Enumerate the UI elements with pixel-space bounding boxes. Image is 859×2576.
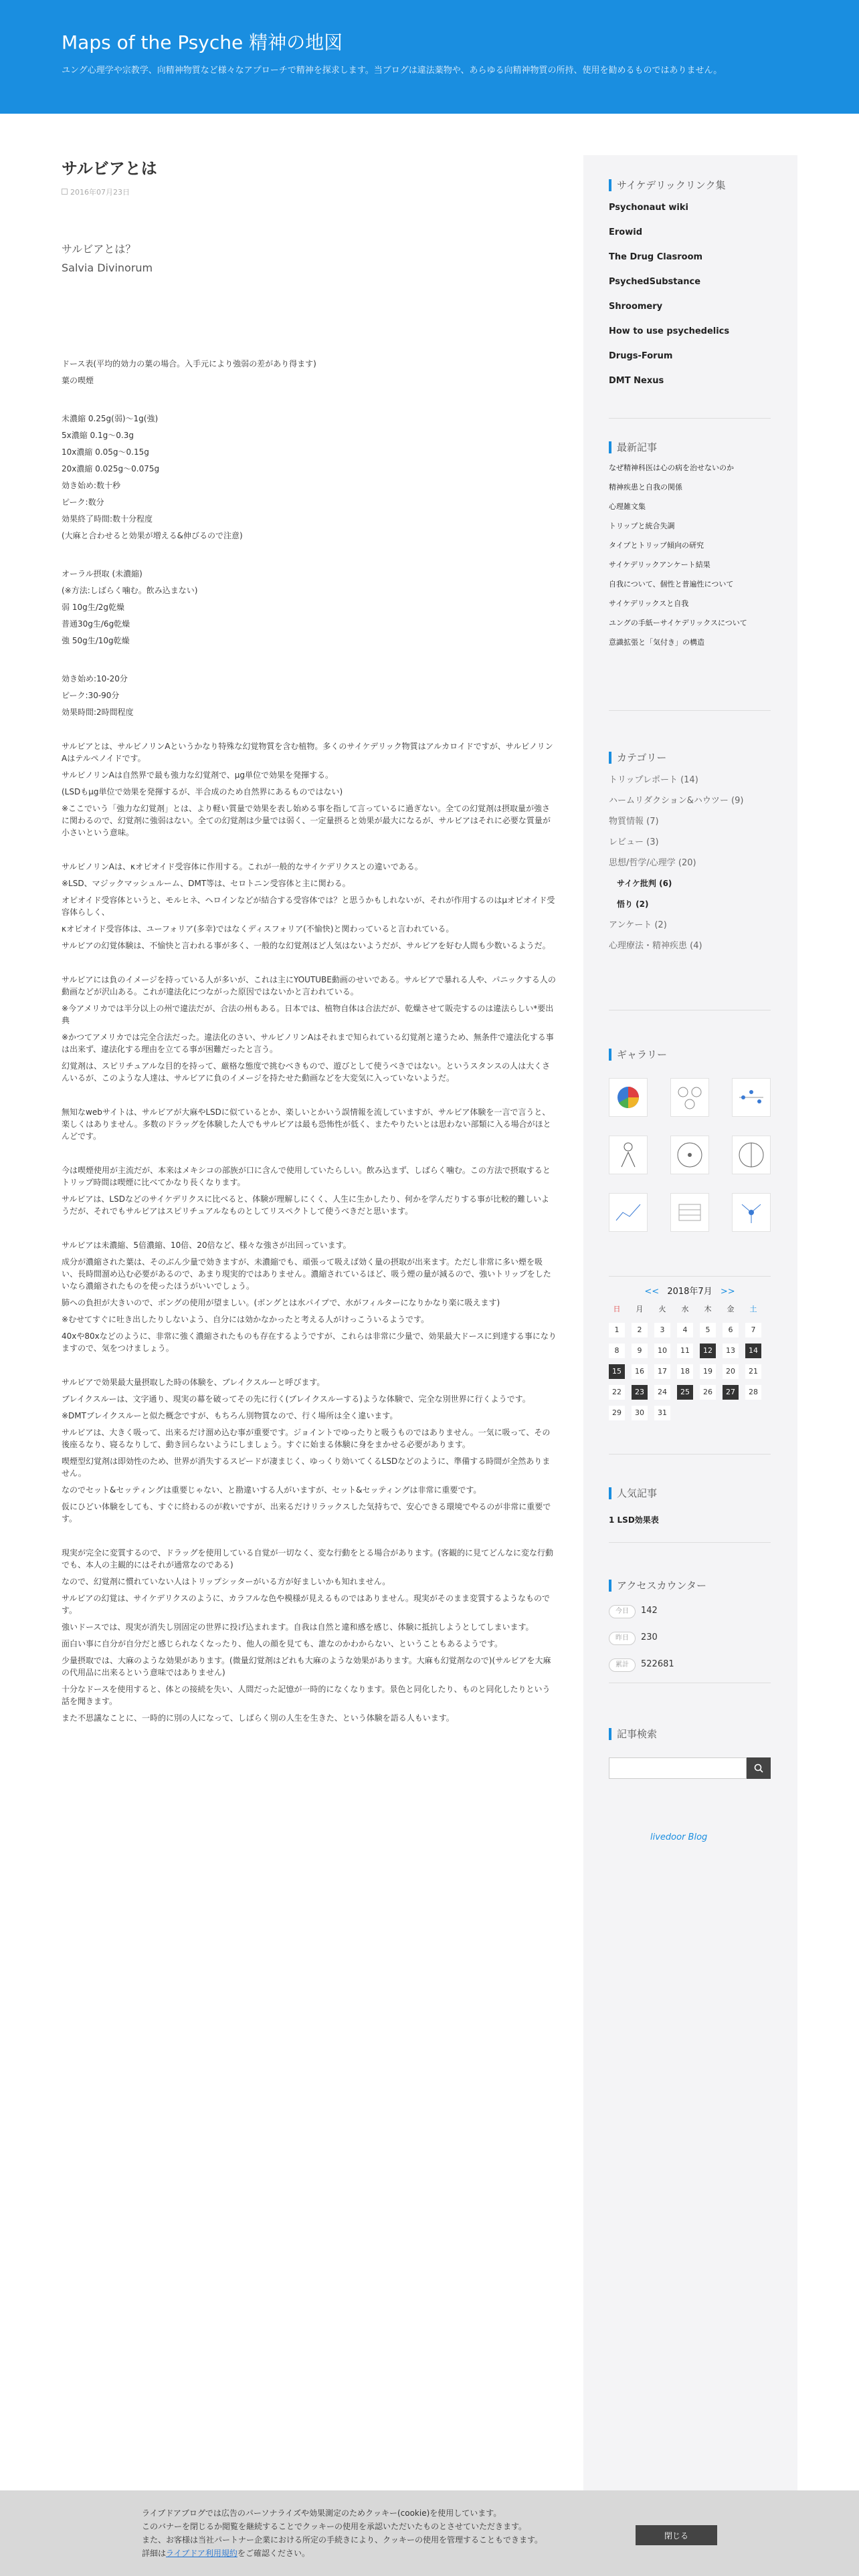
widget-title-gallery: ギャラリー — [609, 1049, 771, 1061]
paragraph: (※方法:しばらく噛む。飲み込まない) — [62, 586, 198, 595]
calendar-month: 2018年7月 — [667, 1287, 712, 1297]
calendar-day[interactable]: 18 — [677, 1364, 693, 1379]
calendar-day[interactable]: 8 — [609, 1344, 625, 1358]
block-oral-doses — [62, 568, 557, 647]
calendar-day[interactable]: 4 — [677, 1323, 693, 1337]
terms-link[interactable]: ライブドア利用規約 — [166, 2549, 237, 2558]
sidebar-link[interactable]: How to use psychedelics — [609, 326, 730, 336]
paragraph: ピーク:30-90分 — [62, 691, 120, 700]
category-link[interactable]: 心理療法・精神疾患 (4) — [609, 941, 702, 951]
paragraph: 効果時間:2時間程度 — [62, 708, 134, 717]
calendar-day[interactable]: 26 — [700, 1385, 716, 1400]
calendar-day[interactable]: 25 — [677, 1385, 693, 1400]
divider — [609, 418, 771, 419]
paragraph: サルビアは、LSDなどのサイケデリクスに比べると、体験が理解しにくく、人生に生かしたり、何かを学んだりする事が比較的難しいようだが、それでもサルビアはスピリチュアルなものとしてリスペクトして使うべきだと思います。 — [62, 1194, 550, 1216]
calendar-day[interactable]: 2 — [632, 1323, 648, 1337]
category-link[interactable]: アンケート (2) — [609, 920, 667, 930]
calendar-day — [677, 1406, 693, 1420]
counter-value: 142 — [641, 1606, 658, 1616]
paragraph: サルビアの幻覚は、サイケデリクスのように、カラフルな色や模様が見えるものではありません。現実がそのまま変質するようなものです。 — [62, 1594, 550, 1615]
gallery-thumb-circle-2[interactable] — [732, 1136, 771, 1174]
divider — [609, 710, 771, 711]
paragraph: 効き始め:10-20分 — [62, 674, 128, 683]
paragraph: ※かつてアメリカでは完全合法だった。違法化のさい、サルビノリンAはそれまで知られている幻覚剤と違うため、無条件で違法化する事は出来ず、違法化する理由を立てる事が困難だったと言う。 — [62, 1033, 554, 1054]
gallery-thumb-table[interactable] — [670, 1193, 709, 1232]
paragraph: ブレイクスルーは、文字通り、現実の幕を破ってその先に行く(ブレイクスルーする)ような体験で、完全な別世界に行くようです。 — [62, 1394, 531, 1404]
widget-counter — [609, 1580, 771, 1685]
recent-post-link[interactable]: 精神疾患と自我の関係 — [609, 483, 682, 492]
gallery-grid — [609, 1078, 771, 1232]
paragraph: サルビアは、大きく吸って、出来るだけ溜め込む事が重要です。ジョイントでゆったりと吸うものではありません。一気に吸って、その後座るなり、寝るなりして、動き回らないようにしましょう。すぐに始まる体験に身をまかせる必要があります。 — [62, 1428, 551, 1449]
recent-post-link[interactable]: タイプとトリップ傾向の研究 — [609, 541, 704, 550]
paragraph: 少量摂取では、大麻のような効果があります。(微量幻覚剤はどれも大麻のような効果があります。大麻も幻覚剤なので)(サルビアを大麻の代用品に出来るという意味ではありません) — [62, 1656, 551, 1677]
calendar-day[interactable]: 5 — [700, 1323, 716, 1337]
paragraph: 無知なwebサイトは、サルビアが大麻やLSDに似ているとか、楽しいとかいう誤情報を流していますが、サルビア体験を一言で言うと、楽しくはありません。多数のドラッグを体験した人でもサルビアは最も恐怖性が低く、またやりたいとは思わない部類に入る場合がほとんどです。 — [62, 1107, 551, 1141]
paragraph: 未濃縮 0.25g(弱)〜1g(強) — [62, 414, 159, 423]
paragraph: 強いドースでは、現実が消失し別固定の世界に投げ込まれます。自我は自然と違和感を感じ、体験に抵抗しようとしてしまいます。 — [62, 1622, 534, 1632]
calendar-day[interactable]: 31 — [654, 1406, 670, 1420]
calendar-day — [700, 1406, 716, 1420]
calendar-grid — [609, 1302, 771, 1420]
paragraph: 10x濃縮 0.05g〜0.15g — [62, 447, 149, 457]
sidebar-link[interactable]: PsychedSubstance — [609, 277, 701, 287]
recent-list — [609, 463, 771, 647]
counter-label: 昨日 — [609, 1632, 636, 1645]
recent-post-link[interactable]: 自我について、個性と普遍性について — [609, 580, 734, 588]
paragraph: ドース表(平均的効力の葉の場合。入手元により強弱の差があり得ます) — [62, 359, 316, 368]
paragraph: 葉の喫煙 — [62, 376, 94, 385]
block-receptor — [62, 861, 557, 952]
sidebar-link[interactable]: Drugs-Forum — [609, 351, 673, 361]
recent-post-link[interactable]: ユングの手紙ーサイケデリックスについて — [609, 619, 747, 627]
calendar-weekday: 土 — [749, 1305, 757, 1313]
category-link[interactable]: 思想/哲学/心理学 (20) — [609, 858, 696, 868]
widget-title-search: 記事検索 — [609, 1728, 771, 1740]
category-list — [609, 773, 771, 953]
paragraph: 弱 10g生/2g乾燥 — [62, 603, 124, 612]
counter-list — [609, 1605, 771, 1672]
counter-row — [609, 1632, 771, 1645]
sidebar-link[interactable]: Shroomery — [609, 302, 663, 312]
search-icon — [754, 1763, 763, 1773]
search-form — [609, 1757, 771, 1779]
calendar-day[interactable]: 19 — [700, 1364, 716, 1379]
gallery-thumb-circle[interactable] — [670, 1136, 709, 1174]
recent-post-link[interactable]: 心理雑文集 — [609, 502, 646, 511]
gallery-thumb-chart[interactable] — [732, 1078, 771, 1117]
calendar-day[interactable]: 10 — [654, 1344, 670, 1358]
category-link[interactable]: レビュー (3) — [609, 837, 659, 847]
cookie-line-pre: 詳細は — [142, 2549, 167, 2558]
paragraph: ※ここでいう「強力な幻覚剤」とは、より軽い質量で効果を表し始める事を指して言っているに過ぎない。全ての幻覚剤は摂取量が強さに関わるので、幻覚剤に強弱はない。全ての幻覚剤は少量では弱く、一定量摂ると効果が最大になるが、サルビアはそれに必要な質量が小さいという意味。 — [62, 804, 551, 837]
block-dose-table — [62, 358, 557, 387]
paragraph: 20x濃縮 0.025g〜0.075g — [62, 464, 160, 473]
paragraph: (大麻と合わせると効果が増える&伸びるので注意) — [62, 531, 243, 540]
paragraph: ※むせてすぐに吐き出したりしないよう、自分には効かなかったと考える人がけっこういるようです。 — [62, 1315, 430, 1324]
paragraph: 面白い事に自分が自分だと感じられなくなったり、他人の顔を見ても、誰なのかわからない、ということもあるようです。 — [62, 1639, 503, 1648]
gallery-thumb-map[interactable] — [732, 1193, 771, 1232]
site-header — [0, 0, 859, 114]
category-link[interactable]: 物質情報 (7) — [609, 817, 659, 827]
divider — [609, 1454, 771, 1455]
post-title[interactable]: サルビアとは — [62, 159, 157, 178]
subcategory-link[interactable]: 悟り (2) — [617, 899, 649, 909]
counter-value: 522681 — [641, 1659, 674, 1669]
paragraph: 効き始め:数十秒 — [62, 481, 121, 490]
block-effects — [62, 1547, 557, 1724]
paragraph: なのでセット&セッティングは重要じゃない、と勘違いする人がいますが、セット&セッティングは非常に重要です。 — [62, 1485, 482, 1495]
post-date — [62, 187, 557, 197]
widget-categories — [609, 752, 771, 960]
recent-post-link[interactable]: サイケデリックスと自我 — [609, 599, 689, 608]
paragraph: 今は喫煙使用が主流だが、本来はメキシコの部族が口に含んで使用していたらしい。飲み込まず、しばらく噛む。この方法で摂取するとトリップ時間は喫煙に比べてかなり長くなります。 — [62, 1166, 551, 1187]
popular-item[interactable]: 1 LSD効果表 — [609, 1515, 659, 1525]
paragraph: 成分が濃縮された葉は、そのぶん少量で効きますが、未濃縮でも、頑張って吸えば効く量の摂取が出来ます。ただし非常に多い煙を吸い、長時間溜め込む必要があるので、あまり現実的ではありません。濃縮されているほど、吸う煙の量が減るので、強いトリップをしたいなら濃縮されたものを使ったほうがいいでしょう。 — [62, 1257, 551, 1291]
paragraph: なので、幻覚剤に慣れていない人はトリップシッターがいる方が好ましいかも知れません。 — [62, 1577, 391, 1586]
cookie-line-post: をご確認ください。 — [237, 2549, 310, 2558]
paragraph: ※DMTブレイクスルーと似た概念ですが、もちろん別物質なので、行く場所は全く違います。 — [62, 1411, 398, 1420]
widget-title-popular: 人気記事 — [609, 1487, 771, 1499]
calendar-day[interactable]: 3 — [654, 1323, 670, 1337]
calendar-prev-button[interactable]: << — [644, 1287, 660, 1297]
paragraph: 仮にひどい体験をしても、すぐに終わるのが救いですが、出来るだけリラックスした気持ちで、安心できる環境でやるのが非常に重要です。 — [62, 1502, 551, 1523]
calendar-day[interactable]: 27 — [723, 1385, 739, 1400]
heading-english: Salvia Divinorum — [62, 261, 153, 274]
paragraph: 十分なドースを使用すると、体との接続を失い、人間だった記憶が一時的になくなります。景色と同化したり、ものと同化したりという話を聞きます。 — [62, 1685, 551, 1706]
counter-value: 230 — [641, 1632, 658, 1642]
paragraph: サルビアの幻覚体験は、不愉快と言われる事が多く、一般的な幻覚剤ほど人気はないようだが、サルビアを好む人間も少数いるようだ。 — [62, 941, 551, 950]
calendar-header — [609, 1284, 771, 1297]
paragraph: また不思議なことに、一時的に別の人になって、しばらく別の人生を生きた、という体験を語る人もいます。 — [62, 1713, 454, 1723]
cookie-banner — [0, 2490, 859, 2576]
livedoor-blog-logo[interactable]: livedoor Blog — [650, 1832, 708, 1842]
category-link[interactable]: トリップレポート (14) — [609, 775, 698, 785]
calendar-day[interactable]: 30 — [632, 1406, 648, 1420]
gallery-thumb-diagram[interactable] — [670, 1078, 709, 1117]
calendar-day[interactable]: 24 — [654, 1385, 670, 1400]
block-oral-timing — [62, 673, 557, 718]
calendar-weekday: 水 — [681, 1305, 689, 1313]
counter-row — [609, 1605, 771, 1618]
paragraph: 現実が完全に変質するので、ドラッグを使用している自覚が一切なく、変な行動をとる場合があります。(客観的に見てどんなに変な行動でも、本人の主観的にはそれが通常なのである) — [62, 1548, 554, 1570]
calendar-day[interactable]: 9 — [632, 1344, 648, 1358]
paragraph: ピーク:数分 — [62, 498, 104, 507]
calendar-day[interactable]: 17 — [654, 1364, 670, 1379]
calendar-weekday: 金 — [727, 1305, 735, 1313]
calendar-day[interactable]: 6 — [723, 1323, 739, 1337]
widget-calendar — [609, 1281, 771, 1420]
paragraph: サルビアは未濃縮、5倍濃縮、10倍、20倍など、様々な強さが出回っています。 — [62, 1241, 351, 1250]
paragraph: サルビノリンAは、κオピオイド受容体に作用する。これが一般的なサイケデリクスとの違いである。 — [62, 862, 423, 871]
widget-gallery — [609, 1049, 771, 1232]
widget-title-links: サイケデリックリンク集 — [609, 179, 771, 191]
paragraph: 普通30g生/6g乾燥 — [62, 619, 130, 629]
block-usage — [62, 1164, 557, 1217]
gallery-thumb-pie-chart[interactable] — [609, 1078, 648, 1117]
calendar-day — [723, 1406, 739, 1420]
calendar-day[interactable]: 11 — [677, 1344, 693, 1358]
block-intro — [62, 740, 557, 839]
recent-post-link[interactable]: 意識拡張と「気付き」の構造 — [609, 638, 704, 647]
paragraph: 肺への負担が大きいので、ボングの使用が望ましい。(ボングとは水パイプで、水がフィルターになりかなり楽に吸えます) — [62, 1298, 500, 1307]
calendar-day[interactable]: 22 — [609, 1385, 625, 1400]
paragraph: サルビアには負のイメージを持っている人が多いが、これは主にYOUTUBE動画のせいである。サルビアで暴れる人や、パニックする人の動画などが沢山ある。これが違法化につながった原因ではないかと言われている。 — [62, 975, 556, 996]
paragraph: 強 50g生/10g乾燥 — [62, 636, 130, 645]
calendar-day[interactable]: 12 — [700, 1344, 716, 1358]
paragraph: サルビアとは、サルビノリンAというかなり特殊な幻覚物質を含む植物。多くのサイケデリック物質はアルカロイドですが、サルビノリンAはテルペノイドです。 — [62, 742, 553, 763]
sidebar-link[interactable]: Psychonaut wiki — [609, 203, 688, 213]
counter-label: 累計 — [609, 1658, 636, 1672]
heading-question: サルビアとは？ — [62, 243, 136, 255]
calendar-day[interactable]: 29 — [609, 1406, 625, 1420]
calendar-weekday: 月 — [636, 1305, 644, 1313]
sidebar-link[interactable]: The Drug Clasroom — [609, 252, 703, 262]
block-misinfo — [62, 1106, 557, 1142]
paragraph: 幻覚剤は、スピリチュアルな目的を持って、厳格な態度で挑むべきもので、遊びとして使うべきではない。というスタンスの人は大くさんいるが、このような人達は、サルビアに負のイメージを持たせた動画などを大変気に入っていないようだ。 — [62, 1061, 551, 1083]
calendar-weekday: 木 — [704, 1305, 712, 1313]
site-description: ユング心理学や宗教学、向精神物質など様々なアプローチで精神を探求します。当ブログは違法薬物や、あらゆる向精神物質の所持、使用を勧めるものではありません。 — [62, 66, 723, 76]
cookie-line: また、お客様は当社パートナー企業における所定の手続きにより、クッキーの使用を管理することもできます。 — [142, 2535, 543, 2545]
gallery-thumb-graph[interactable] — [609, 1193, 648, 1232]
calendar-day[interactable]: 15 — [609, 1364, 625, 1379]
divider — [609, 1276, 771, 1277]
link-list — [609, 195, 771, 393]
category-link[interactable]: ハームリダクション&ハウツー (9) — [609, 796, 744, 806]
cookie-line — [142, 2547, 624, 2560]
calendar-day[interactable]: 7 — [745, 1323, 761, 1337]
block-image — [62, 974, 557, 1084]
subcategory-link[interactable]: サイケ批判 (6) — [617, 879, 672, 888]
paragraph: サルビアで効果最大量摂取した時の体験を、ブレイクスルーと呼びます。 — [62, 1378, 325, 1387]
widget-links — [609, 179, 771, 393]
block-concentration — [62, 1239, 557, 1354]
sidebar-link[interactable]: DMT Nexus — [609, 376, 664, 386]
site-title[interactable]: Maps of the Psyche 精神の地図 — [62, 31, 343, 53]
calendar-day[interactable]: 16 — [632, 1364, 648, 1379]
calendar-next-button[interactable]: >> — [720, 1287, 735, 1297]
recent-post-link[interactable]: サイケデリックアンケート結果 — [609, 560, 710, 569]
calendar-day[interactable]: 1 — [609, 1323, 625, 1337]
paragraph: 5x濃縮 0.1g〜0.3g — [62, 431, 134, 440]
divider — [609, 1542, 771, 1543]
paragraph: 喫煙型幻覚剤は即効性のため、世界が消失するスピードが凄まじく、ゆっくり効いてくるLSDなどのように、準備する時間が全然ありません。 — [62, 1457, 551, 1478]
calendar-weekday: 火 — [658, 1305, 666, 1313]
article — [62, 155, 557, 1729]
search-input[interactable] — [609, 1757, 747, 1779]
calendar-day[interactable]: 23 — [632, 1385, 648, 1400]
calendar-day[interactable]: 21 — [745, 1364, 761, 1379]
paragraph: ※LSD、マジックマッシュルーム、DMT等は、セロトニン受容体と主に関わる。 — [62, 879, 351, 888]
search-button[interactable] — [747, 1757, 771, 1779]
widget-recent — [609, 441, 771, 657]
calendar-weekday: 日 — [613, 1305, 621, 1313]
recent-post-link[interactable]: なぜ精神科医は心の病を治せないのか — [609, 463, 734, 472]
calendar-day[interactable]: 20 — [723, 1364, 739, 1379]
calendar-day[interactable]: 13 — [723, 1344, 739, 1358]
gallery-thumb-figure[interactable] — [609, 1136, 648, 1174]
widget-search — [609, 1728, 771, 1779]
paragraph: ※今アメリカでは半分以上の州で違法だが、合法の州もある。日本では、植物自体は合法だが、乾燥させて販売するのは違法らしい*要出典 — [62, 1004, 554, 1025]
paragraph: オピオイド受容体というと、モルヒネ、ヘロインなどが結合する受容体では？と思うかもしれないが、それが作用するのはμオピオイド受容体らしく、 — [62, 895, 555, 917]
cookie-line: このバナーを閉じるか閲覧を継続することでクッキーの使用を承認いただいたものとさせていただきます。 — [142, 2522, 527, 2531]
counter-label: 今日 — [609, 1605, 636, 1618]
calendar-day[interactable]: 28 — [745, 1385, 761, 1400]
sidebar — [583, 155, 797, 2576]
cookie-text — [142, 2506, 624, 2560]
block-smoking-doses — [62, 413, 557, 542]
paragraph: κオピオイド受容体は、ユーフォリア(多幸)ではなくディスフォリア(不愉快)と関わっていると言われている。 — [62, 924, 454, 934]
post-date-text[interactable]: 2016年07月23日 — [70, 188, 130, 197]
paragraph: サルビノリンAは自然界で最も強力な幻覚剤で、μg単位で効果を発揮する。 — [62, 770, 334, 780]
paragraph: (LSDもμg単位で効果を発揮するが、半合成のため自然界にあるものではない) — [62, 787, 343, 796]
paragraph: 40xや80xなどのように、非常に強く濃縮されたものも存在するようですが、これらは非常に少量で、効果最大ドースに到達する事になりますので、気をつけましょう。 — [62, 1331, 557, 1353]
calendar-day — [745, 1406, 761, 1420]
widget-title-categories: カテゴリー — [609, 752, 771, 764]
widget-popular — [609, 1487, 771, 1525]
widget-title-counter: アクセスカウンター — [609, 1580, 771, 1592]
widget-title-recent: 最新記事 — [609, 441, 771, 453]
calendar-day[interactable]: 14 — [745, 1344, 761, 1358]
paragraph: オーラル摂取 (未濃縮) — [62, 569, 142, 578]
paragraph: 効果終了時間:数十分程度 — [62, 514, 153, 524]
cookie-line: ライブドアブログでは広告のパーソナライズや効果測定のためクッキー(cookie)を使用しています。 — [142, 2508, 502, 2518]
cookie-close-button[interactable]: 閉じる — [636, 2525, 717, 2545]
recent-post-link[interactable]: トリップと統合失調 — [609, 522, 675, 530]
sidebar-link[interactable]: Erowid — [609, 227, 642, 237]
counter-row — [609, 1658, 771, 1672]
block-breakthrough — [62, 1376, 557, 1525]
calendar-icon — [62, 189, 68, 195]
